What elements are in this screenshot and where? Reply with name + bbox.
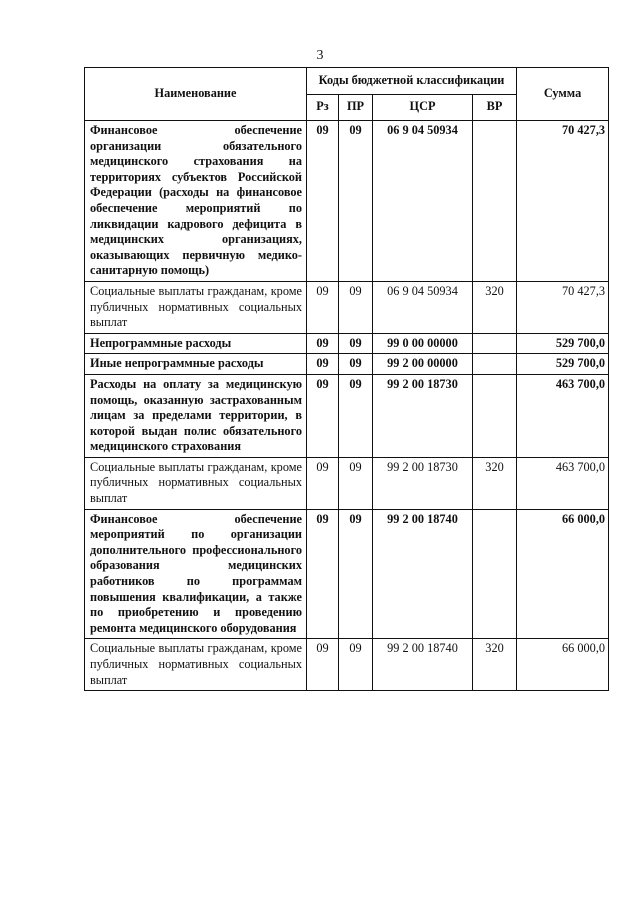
header-codes: Коды бюджетной классификации — [307, 68, 517, 95]
row-name: Финансовое обеспечение мероприятий по организации дополнительного профессионального образования медицинских работников по программам повышения квалификации, а также по приобретению и проведению ремонта медицинского оборудования — [85, 509, 307, 639]
table-row — [85, 457, 609, 509]
row-name: Финансовое обеспечение организации обязательного медицинского страхования на территориях субъектов Российской Федерации (расходы на финансовое обеспечение мероприятий по ликвидации кадрового дефицита в медицинских организациях, оказывающих первичную медико-санитарную помощь) — [85, 121, 307, 282]
table-row — [85, 354, 609, 375]
header-vr: ВР — [473, 94, 517, 121]
row-rz: 09 — [307, 457, 339, 509]
row-pr: 09 — [339, 509, 373, 639]
row-rz: 09 — [307, 509, 339, 639]
row-sum: 463 700,0 — [517, 457, 609, 509]
row-sum: 66 000,0 — [517, 639, 609, 691]
row-csr: 99 2 00 18730 — [373, 457, 473, 509]
row-rz: 09 — [307, 121, 339, 282]
row-vr — [473, 333, 517, 354]
row-sum: 66 000,0 — [517, 509, 609, 639]
row-csr: 99 2 00 18740 — [373, 639, 473, 691]
row-pr: 09 — [339, 639, 373, 691]
table-header — [85, 68, 609, 121]
row-csr: 06 9 04 50934 — [373, 121, 473, 282]
row-vr: 320 — [473, 281, 517, 333]
row-pr: 09 — [339, 374, 373, 457]
row-sum: 463 700,0 — [517, 374, 609, 457]
table-row — [85, 281, 609, 333]
row-vr: 320 — [473, 457, 517, 509]
row-sum: 529 700,0 — [517, 354, 609, 375]
table-row — [85, 333, 609, 354]
row-pr: 09 — [339, 457, 373, 509]
row-pr: 09 — [339, 354, 373, 375]
header-pr: ПР — [339, 94, 373, 121]
row-rz: 09 — [307, 333, 339, 354]
table-row — [85, 121, 609, 282]
row-name: Расходы на оплату за медицинскую помощь, оказанную застрахованным лицам за пределами территории, в которой выдан полис обязательного медицинского страхования — [85, 374, 307, 457]
row-rz: 09 — [307, 639, 339, 691]
header-rz: Рз — [307, 94, 339, 121]
header-csr: ЦСР — [373, 94, 473, 121]
row-name: Иные непрограммные расходы — [85, 354, 307, 375]
row-csr: 99 2 00 18740 — [373, 509, 473, 639]
table-row — [85, 639, 609, 691]
row-rz: 09 — [307, 374, 339, 457]
row-vr: 320 — [473, 639, 517, 691]
row-sum: 70 427,3 — [517, 281, 609, 333]
row-pr: 09 — [339, 333, 373, 354]
row-sum: 529 700,0 — [517, 333, 609, 354]
row-vr — [473, 374, 517, 457]
row-rz: 09 — [307, 281, 339, 333]
row-sum: 70 427,3 — [517, 121, 609, 282]
header-sum: Сумма — [517, 68, 609, 121]
table-row — [85, 509, 609, 639]
table-row — [85, 374, 609, 457]
row-csr: 99 2 00 18730 — [373, 374, 473, 457]
row-name: Социальные выплаты гражданам, кроме публичных нормативных социальных выплат — [85, 639, 307, 691]
row-vr — [473, 354, 517, 375]
budget-table — [84, 67, 609, 691]
row-name: Социальные выплаты гражданам, кроме публичных нормативных социальных выплат — [85, 281, 307, 333]
row-name: Непрограммные расходы — [85, 333, 307, 354]
header-name: Наименование — [85, 68, 307, 121]
row-vr — [473, 121, 517, 282]
row-pr: 09 — [339, 121, 373, 282]
row-vr — [473, 509, 517, 639]
row-name: Социальные выплаты гражданам, кроме публичных нормативных социальных выплат — [85, 457, 307, 509]
row-csr: 06 9 04 50934 — [373, 281, 473, 333]
row-csr: 99 0 00 00000 — [373, 333, 473, 354]
row-csr: 99 2 00 00000 — [373, 354, 473, 375]
row-rz: 09 — [307, 354, 339, 375]
row-pr: 09 — [339, 281, 373, 333]
page-number: 3 — [316, 48, 324, 63]
